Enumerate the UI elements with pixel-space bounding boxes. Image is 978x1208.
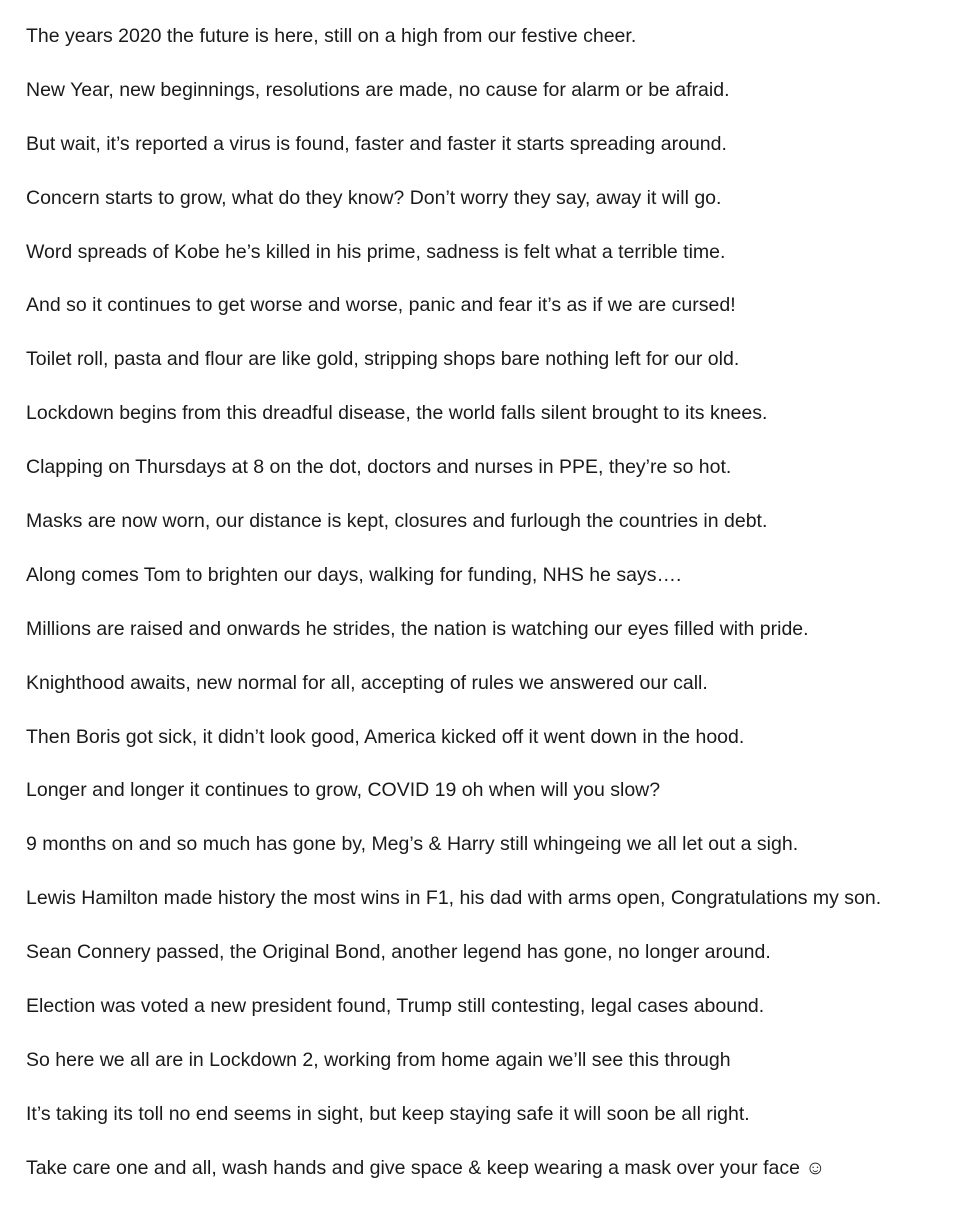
poem-line: 9 months on and so much has gone by, Meg’s & Harry still whingeing we all let out a sigh. bbox=[26, 833, 799, 856]
poem-line: Election was voted a new president found, Trump still contesting, legal cases abound. bbox=[26, 995, 765, 1018]
poem-line: Masks are now worn, our distance is kept, closures and furlough the countries in debt. bbox=[26, 510, 768, 533]
poem-line: Knighthood awaits, new normal for all, accepting of rules we answered our call. bbox=[26, 671, 708, 694]
poem-line: Sean Connery passed, the Original Bond, another legend has gone, no longer around. bbox=[26, 941, 771, 964]
poem-line: Then Boris got sick, it didn’t look good, America kicked off it went down in the hood. bbox=[26, 725, 745, 748]
poem-line: New Year, new beginnings, resolutions are made, no cause for alarm or be afraid. bbox=[26, 78, 730, 101]
poem-line: So here we all are in Lockdown 2, working from home again we’ll see this through bbox=[26, 1048, 731, 1071]
poem-line: Millions are raised and onwards he strides, the nation is watching our eyes filled with pride. bbox=[26, 617, 809, 640]
poem-line: Lockdown begins from this dreadful disease, the world falls silent brought to its knees. bbox=[26, 402, 768, 425]
poem-line: Lewis Hamilton made history the most wins in F1, his dad with arms open, Congratulations my son. bbox=[26, 887, 882, 910]
poem-line: It’s taking its toll no end seems in sight, but keep staying safe it will soon be all right. bbox=[26, 1102, 750, 1125]
poem-line: Toilet roll, pasta and flour are like gold, stripping shops bare nothing left for our old. bbox=[26, 348, 740, 371]
poem-line: And so it continues to get worse and worse, panic and fear it’s as if we are cursed! bbox=[26, 294, 736, 317]
poem-line: The years 2020 the future is here, still on a high from our festive cheer. bbox=[26, 25, 637, 47]
poem-line: Word spreads of Kobe he’s killed in his prime, sadness is felt what a terrible time. bbox=[26, 240, 726, 263]
poem-line: Clapping on Thursdays at 8 on the dot, doctors and nurses in PPE, they’re so hot. bbox=[26, 456, 732, 479]
poem-line: But wait, it’s reported a virus is found, faster and faster it starts spreading around. bbox=[26, 132, 727, 155]
poem-line: Take care one and all, wash hands and give space & keep wearing a mask over your face ☺ bbox=[26, 1156, 826, 1179]
poem-lines bbox=[26, 22, 971, 1208]
poem-line: Concern starts to grow, what do they know? Don’t worry they say, away it will go. bbox=[26, 186, 722, 209]
poem-line: Longer and longer it continues to grow, COVID 19 oh when will you slow? bbox=[26, 779, 661, 802]
poem-line: Along comes Tom to brighten our days, walking for funding, NHS he says…. bbox=[26, 563, 682, 586]
